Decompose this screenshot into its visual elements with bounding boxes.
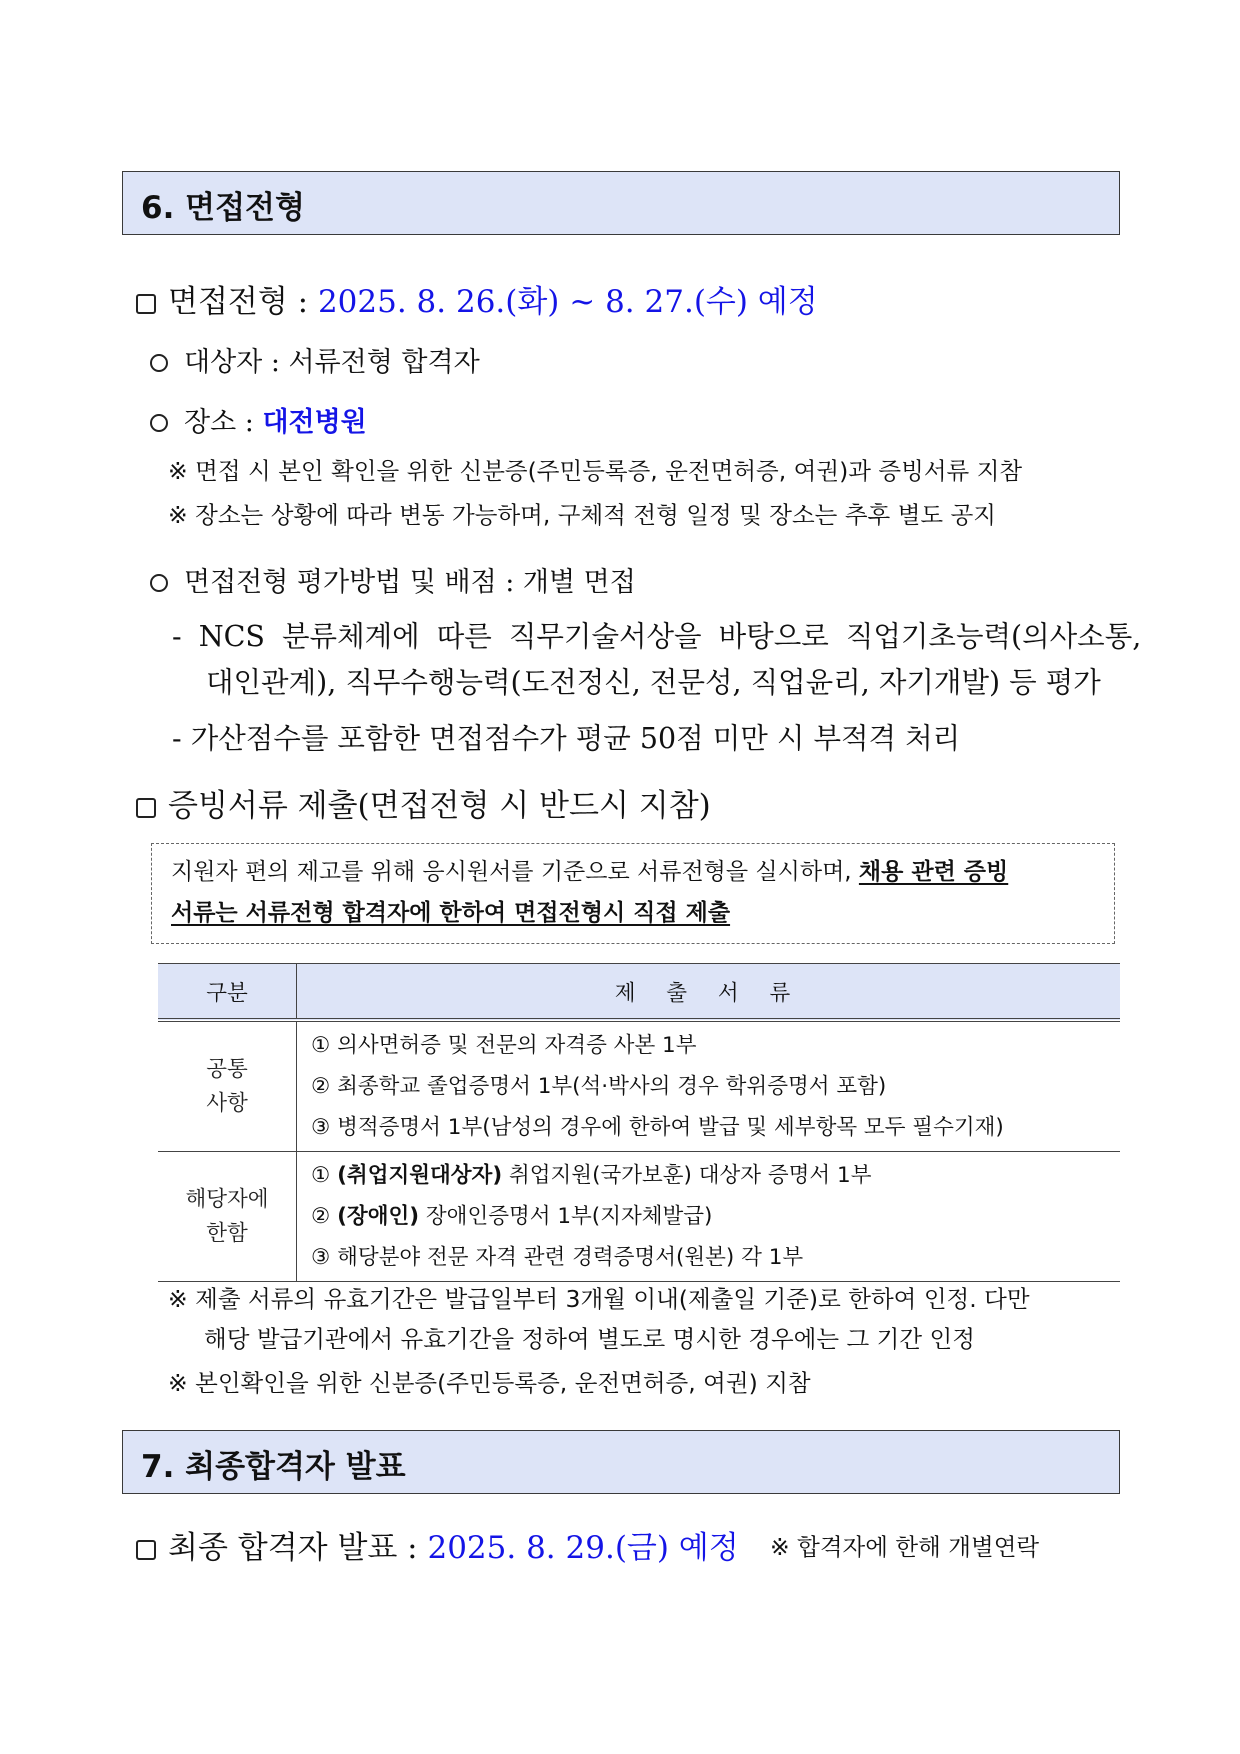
target-line xyxy=(150,340,480,379)
criteria-line-1: - NCS 분류체계에 따른 직무기술서상을 바탕으로 직업기초능력(의사소통, xyxy=(172,620,1142,653)
table-header-row xyxy=(158,964,1120,1021)
table-row-key xyxy=(158,1020,297,1152)
table-row-items xyxy=(297,1020,1121,1152)
documents-heading xyxy=(136,780,711,825)
announce-date: 2025. 8. 29.(금) 예정 xyxy=(427,1530,739,1566)
interview-schedule xyxy=(136,276,818,321)
footnote-2: 해당 발급기관에서 유효기간을 정하여 별도로 명시한 경우에는 그 기간 인정 xyxy=(204,1325,975,1353)
list-item: ① (취업지원대상자) 취업지원(국가보훈) 대상자 증명서 1부 xyxy=(311,1163,872,1188)
list-item: ② (장애인) 장애인증명서 1부(지자체발급) xyxy=(311,1204,713,1229)
target-text: 대상자 : 서류전형 합격자 xyxy=(184,347,480,378)
notice-bold-2: 서류는 서류전형 합격자에 한하여 면접전형시 직접 제출 xyxy=(171,900,731,926)
footnote-1: ※ 제출 서류의 유효기간은 발급일부터 3개월 이내(제출일 기준)로 한하여 인정. 다만 xyxy=(168,1285,1030,1313)
key-line: 한함 xyxy=(206,1220,248,1246)
list-item: ① 의사면허증 및 전문의 자격증 사본 1부 xyxy=(311,1033,697,1058)
notice-plain: 지원자 편의 제고를 위해 응시원서를 기준으로 서류전형을 실시하며, xyxy=(171,859,859,885)
list-item: ③ 병적증명서 1부(남성의 경우에 한하여 발급 및 세부항목 모두 필수기재) xyxy=(311,1115,1004,1140)
table-row-key xyxy=(158,1152,297,1282)
documents-heading-text: 증빙서류 제출(면접전형 시 반드시 지참) xyxy=(168,788,711,824)
announce-label: 최종 합격자 발표 : xyxy=(168,1530,428,1566)
table-row xyxy=(158,1152,1120,1282)
circle-bullet-icon xyxy=(150,354,168,372)
place-label: 장소 : xyxy=(184,407,263,438)
section-6-title: 6. 면접전형 xyxy=(141,190,305,226)
notice-bold-1: 채용 관련 증빙 xyxy=(858,859,1009,885)
documents-notice xyxy=(151,843,1115,944)
footnote-3: ※ 본인확인을 위한 신분증(주민등록증, 운전면허증, 여권) 지참 xyxy=(168,1369,811,1397)
table-row xyxy=(158,1020,1120,1152)
checkbox-icon xyxy=(136,294,156,314)
interview-date: 2025. 8. 26.(화) ~ 8. 27.(수) 예정 xyxy=(317,284,818,320)
documents-table xyxy=(158,963,1120,1282)
interview-label: 면접전형 : xyxy=(168,284,318,320)
section-6-header xyxy=(122,171,1120,235)
checkbox-icon xyxy=(136,1540,156,1560)
place-note-1: ※ 면접 시 본인 확인을 위한 신분증(주민등록증, 운전면허증, 여권)과 증빙서류 지참 xyxy=(168,457,1023,485)
announce-note: ※ 합격자에 한해 개별연락 xyxy=(770,1533,1040,1561)
place-note-2: ※ 장소는 상황에 따라 변동 가능하며, 구체적 전형 일정 및 장소는 추후 별도 공지 xyxy=(168,501,997,529)
announce-line xyxy=(136,1522,739,1567)
method-line xyxy=(150,560,636,599)
circle-bullet-icon xyxy=(150,574,168,592)
key-line: 사항 xyxy=(206,1090,248,1116)
table-header-category: 구분 xyxy=(158,964,297,1021)
table-row-items xyxy=(297,1152,1121,1282)
list-item: ② 최종학교 졸업증명서 1부(석·박사의 경우 학위증명서 포함) xyxy=(311,1074,887,1099)
section-7-title: 7. 최종합격자 발표 xyxy=(141,1449,406,1485)
key-line: 공통 xyxy=(206,1056,248,1082)
key-line: 해당자에 xyxy=(185,1186,269,1212)
circle-bullet-icon xyxy=(150,414,168,432)
place-line xyxy=(150,400,367,439)
list-item: ③ 해당분야 전문 자격 관련 경력증명서(원본) 각 1부 xyxy=(311,1245,804,1270)
checkbox-icon xyxy=(136,798,156,818)
table-header-documents: 제 출 서 류 xyxy=(297,964,1121,1021)
method-text: 면접전형 평가방법 및 배점 : 개별 면접 xyxy=(184,567,636,598)
place-value: 대전병원 xyxy=(262,407,367,438)
criteria-line-3: - 가산점수를 포함한 면접점수가 평균 50점 미만 시 부적격 처리 xyxy=(172,722,961,755)
section-7-header xyxy=(122,1430,1120,1494)
criteria-line-2: 대인관계), 직무수행능력(도전정신, 전문성, 직업윤리, 자기개발) 등 평가 xyxy=(206,666,1101,699)
